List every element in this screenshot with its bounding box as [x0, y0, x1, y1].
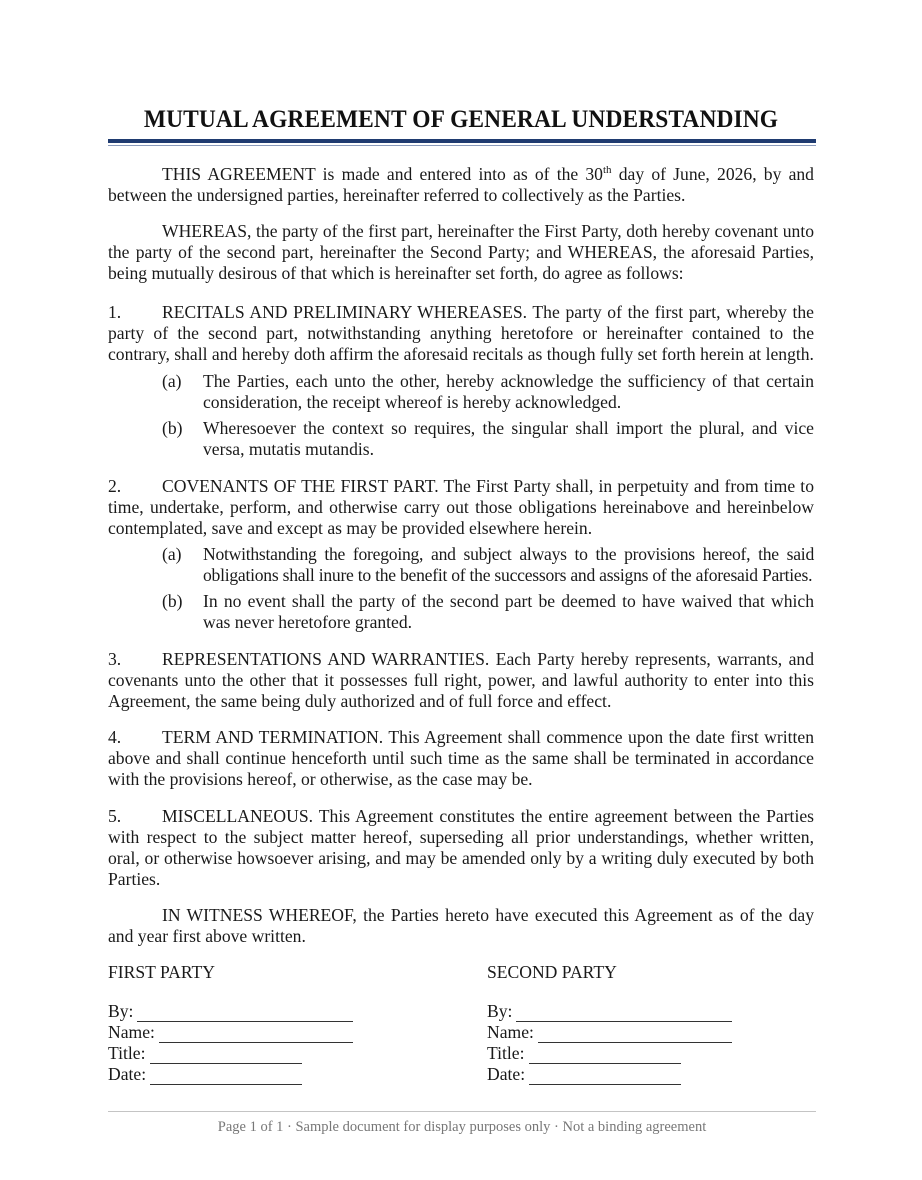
first-party-signature-block	[108, 962, 408, 1085]
date-label: Date:	[108, 1064, 147, 1084]
first-party-by-row	[108, 1001, 408, 1022]
document-title: MUTUAL AGREEMENT OF GENERAL UNDERSTANDING	[143, 104, 779, 133]
sub-text: Notwithstanding the foregoing, and subject always to the provisions hereof, the said obligations shall inure to the benefit of the successors and assigns of the aforesaid Parties.	[203, 544, 814, 585]
title-label: Title:	[487, 1043, 525, 1063]
second-party-by-row	[487, 1001, 787, 1022]
section-text: REPRESENTATIONS AND WARRANTIES. Each Party hereby represents, warrants, and covenants unto the other that it possesses full right, power, and lawful authority to enter into this Agreement, the same being duly authorized and of full force and effect.	[108, 649, 814, 711]
name-label: Name:	[487, 1022, 534, 1042]
section-2	[108, 476, 814, 539]
section-number: 4.	[108, 727, 122, 747]
section-2-sub-a	[162, 544, 814, 586]
section-text: MISCELLANEOUS. This Agreement constitutes the entire agreement between the Parties with respect to the subject matter hereof, superseding all prior understandings, whether written, oral, or otherwise howsoever arising, and may be amended only by a writing duly executed by both Parties.	[108, 806, 814, 889]
section-number: 2.	[108, 476, 122, 496]
sub-label: (b)	[162, 418, 183, 438]
first-party-title-row	[108, 1043, 408, 1064]
second-party-date-row	[487, 1064, 787, 1085]
first-party-name-row	[108, 1022, 408, 1043]
section-2-sub-b	[162, 591, 814, 633]
section-number: 3.	[108, 649, 122, 669]
second-party-heading: SECOND PARTY	[487, 962, 617, 982]
by-label: By:	[108, 1001, 134, 1021]
name-label: Name:	[108, 1022, 155, 1042]
title-rule	[108, 139, 816, 143]
sub-label: (b)	[162, 591, 183, 611]
sub-label: (a)	[162, 371, 182, 391]
title-rule-thin	[108, 145, 816, 146]
sub-text: In no event shall the party of the second part be deemed to have waived that which was never heretofore granted.	[203, 591, 814, 632]
section-5	[108, 806, 814, 890]
section-1-sub-a	[162, 371, 814, 413]
name-signature-line[interactable]	[159, 1027, 353, 1043]
witness-paragraph: IN WITNESS WHEREOF, the Parties hereto have executed this Agreement as of the day and year first above written.	[108, 905, 814, 946]
date-label: Date:	[487, 1064, 526, 1084]
second-party-title-row	[487, 1043, 787, 1064]
preamble-text-start: THIS AGREEMENT is made and entered into as of the 30	[162, 164, 603, 184]
section-1-sub-b	[162, 418, 814, 460]
sub-label: (a)	[162, 544, 182, 564]
title-signature-line[interactable]	[529, 1048, 681, 1064]
section-text: RECITALS AND PRELIMINARY WHEREASES. The party of the first part, whereby the party of the second part, notwithstanding anything heretofore or hereinafter contained to the contrary, shall and hereby doth affirm the aforesaid recitals as though fully set forth herein at length.	[108, 302, 814, 364]
date-signature-line[interactable]	[150, 1069, 302, 1085]
by-signature-line[interactable]	[516, 1006, 732, 1022]
section-text: TERM AND TERMINATION. This Agreement shall commence upon the date first written above and shall continue henceforth until such time as the same shall be terminated in accordance with the provisions hereof, or otherwise, as the case may be.	[108, 727, 814, 789]
second-party-name-row	[487, 1022, 787, 1043]
first-party-heading: FIRST PARTY	[108, 962, 215, 982]
first-party-date-row	[108, 1064, 408, 1085]
preamble-superscript: th	[602, 164, 612, 176]
section-1	[108, 302, 814, 365]
page-footer: Page 1 of 1 · Sample document for display purposes only · Not a binding agreement	[217, 1119, 707, 1135]
by-signature-line[interactable]	[137, 1006, 353, 1022]
preamble-text-end: day of June, 2026, by and between the undersigned parties, hereinafter referred to collectively as the Parties.	[108, 164, 814, 205]
name-signature-line[interactable]	[538, 1027, 732, 1043]
section-number: 1.	[108, 302, 122, 322]
section-4	[108, 727, 814, 790]
sub-text: Wheresoever the context so requires, the singular shall import the plural, and vice versa, mutatis mutandis.	[203, 418, 814, 459]
sub-text: The Parties, each unto the other, hereby acknowledge the sufficiency of that certain consideration, the receipt whereof is hereby acknowledged.	[203, 371, 814, 412]
by-label: By:	[487, 1001, 513, 1021]
section-number: 5.	[108, 806, 122, 826]
title-signature-line[interactable]	[150, 1048, 302, 1064]
footer-rule	[108, 1111, 816, 1112]
date-signature-line[interactable]	[529, 1069, 681, 1085]
title-label: Title:	[108, 1043, 146, 1063]
whereas-paragraph: WHEREAS, the party of the first part, hereinafter the First Party, doth hereby covenant unto the party of the second part, hereinafter the Second Party; and WHEREAS, the aforesaid Parties, being mutually desirous of that which is hereinafter set forth, do agree as follows:	[108, 221, 814, 283]
section-3	[108, 649, 814, 712]
section-text: COVENANTS OF THE FIRST PART. The First Party shall, in perpetuity and from time to time, undertake, perform, and otherwise carry out those obligations hereinabove and hereinbelow contemplated, save and except as may be provided elsewhere herein.	[108, 476, 814, 538]
second-party-signature-block	[487, 962, 787, 1085]
preamble-paragraph	[108, 164, 814, 206]
